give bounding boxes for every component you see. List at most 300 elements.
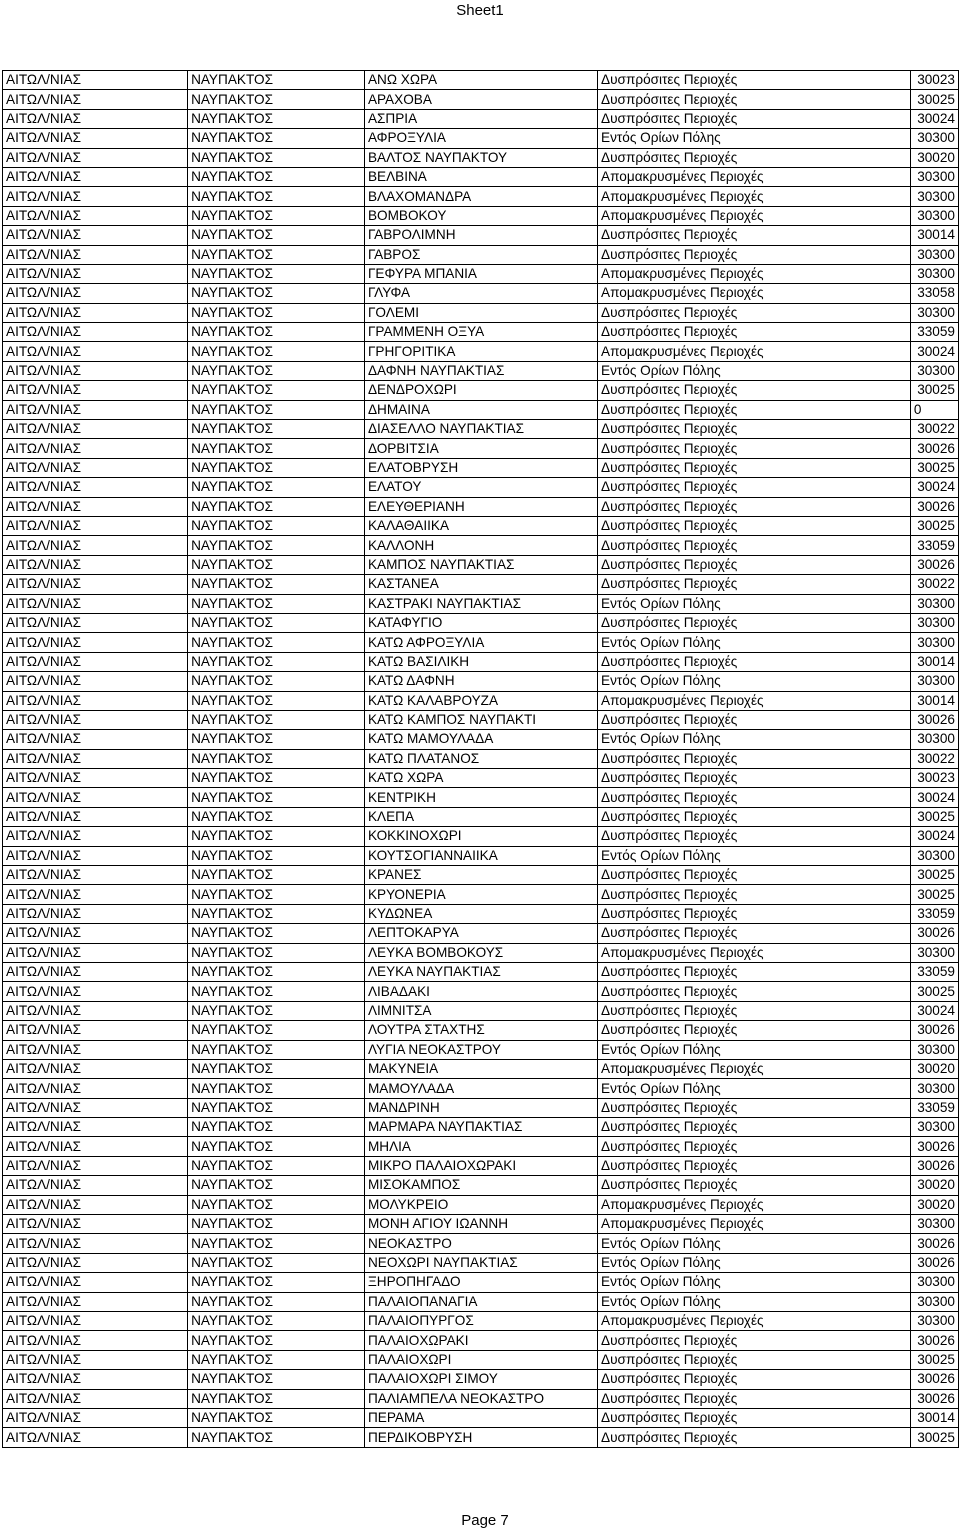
locality-cell[interactable]: ΠΕΡΑΜΑ [364,1408,597,1427]
municipality-cell[interactable]: ΝΑΥΠΑΚΤΟΣ [188,342,365,361]
locality-cell[interactable]: ΓΑΒΡΟΣ [364,245,597,264]
code-cell[interactable]: 30025 [910,866,958,885]
prefecture-cell[interactable]: ΑΙΤΩΛ/ΝΙΑΣ [3,129,188,148]
prefecture-cell[interactable]: ΑΙΤΩΛ/ΝΙΑΣ [3,381,188,400]
code-cell[interactable]: 30024 [910,478,958,497]
prefecture-cell[interactable]: ΑΙΤΩΛ/ΝΙΑΣ [3,1292,188,1311]
code-cell[interactable]: 30026 [910,1156,958,1175]
municipality-cell[interactable]: ΝΑΥΠΑΚΤΟΣ [188,1079,365,1098]
area-type-cell[interactable]: Δυσπρόσιτες Περιοχές [598,516,911,535]
municipality-cell[interactable]: ΝΑΥΠΑΚΤΟΣ [188,303,365,322]
prefecture-cell[interactable]: ΑΙΤΩΛ/ΝΙΑΣ [3,323,188,342]
municipality-cell[interactable]: ΝΑΥΠΑΚΤΟΣ [188,264,365,283]
area-type-cell[interactable]: Δυσπρόσιτες Περιοχές [598,749,911,768]
area-type-cell[interactable]: Απομακρυσμένες Περιοχές [598,206,911,225]
municipality-cell[interactable]: ΝΑΥΠΑΚΤΟΣ [188,109,365,128]
prefecture-cell[interactable]: ΑΙΤΩΛ/ΝΙΑΣ [3,769,188,788]
locality-cell[interactable]: ΚΑΤΩ ΚΑΜΠΟΣ ΝΑΥΠΑΚΤΙ [364,710,597,729]
area-type-cell[interactable]: Δυσπρόσιτες Περιοχές [598,1021,911,1040]
municipality-cell[interactable]: ΝΑΥΠΑΚΤΟΣ [188,1137,365,1156]
locality-cell[interactable]: ΜΟΛΥΚΡΕΙΟ [364,1195,597,1214]
code-cell[interactable]: 30025 [910,516,958,535]
area-type-cell[interactable]: Δυσπρόσιτες Περιοχές [598,613,911,632]
locality-cell[interactable]: ΠΑΛΑΙΟΠΑΝΑΓΙΑ [364,1292,597,1311]
municipality-cell[interactable]: ΝΑΥΠΑΚΤΟΣ [188,536,365,555]
locality-cell[interactable]: ΚΟΚΚΙΝΟΧΩΡΙ [364,827,597,846]
locality-cell[interactable]: ΜΗΛΙΑ [364,1137,597,1156]
municipality-cell[interactable]: ΝΑΥΠΑΚΤΟΣ [188,381,365,400]
area-type-cell[interactable]: Δυσπρόσιτες Περιοχές [598,458,911,477]
locality-cell[interactable]: ΕΛΕΥΘΕΡΙΑΝΗ [364,497,597,516]
locality-cell[interactable]: ΚΑΣΤΑΝΕΑ [364,575,597,594]
code-cell[interactable]: 30022 [910,749,958,768]
area-type-cell[interactable]: Δυσπρόσιτες Περιοχές [598,710,911,729]
area-type-cell[interactable]: Δυσπρόσιτες Περιοχές [598,555,911,574]
code-cell[interactable]: 30026 [910,924,958,943]
area-type-cell[interactable]: Δυσπρόσιτες Περιοχές [598,866,911,885]
area-type-cell[interactable]: Δυσπρόσιτες Περιοχές [598,1370,911,1389]
locality-cell[interactable]: ΓΟΛΕΜΙ [364,303,597,322]
locality-cell[interactable]: ΚΑΜΠΟΣ ΝΑΥΠΑΚΤΙΑΣ [364,555,597,574]
area-type-cell[interactable]: Εντός Ορίων Πόλης [598,361,911,380]
municipality-cell[interactable]: ΝΑΥΠΑΚΤΟΣ [188,962,365,981]
code-cell[interactable]: 30025 [910,1350,958,1369]
municipality-cell[interactable]: ΝΑΥΠΑΚΤΟΣ [188,1195,365,1214]
municipality-cell[interactable]: ΝΑΥΠΑΚΤΟΣ [188,652,365,671]
locality-cell[interactable]: ΜΑΡΜΑΡΑ ΝΑΥΠΑΚΤΙΑΣ [364,1118,597,1137]
municipality-cell[interactable]: ΝΑΥΠΑΚΤΟΣ [188,1428,365,1447]
area-type-cell[interactable]: Απομακρυσμένες Περιοχές [598,1059,911,1078]
code-cell[interactable]: 33058 [910,284,958,303]
area-type-cell[interactable]: Δυσπρόσιτες Περιοχές [598,1350,911,1369]
municipality-cell[interactable]: ΝΑΥΠΑΚΤΟΣ [188,1292,365,1311]
municipality-cell[interactable]: ΝΑΥΠΑΚΤΟΣ [188,129,365,148]
locality-cell[interactable]: ΚΑΤΩ ΔΑΦΝΗ [364,672,597,691]
prefecture-cell[interactable]: ΑΙΤΩΛ/ΝΙΑΣ [3,361,188,380]
municipality-cell[interactable]: ΝΑΥΠΑΚΤΟΣ [188,885,365,904]
prefecture-cell[interactable]: ΑΙΤΩΛ/ΝΙΑΣ [3,167,188,186]
locality-cell[interactable]: ΑΡΑΧΟΒΑ [364,90,597,109]
code-cell[interactable]: 30300 [910,594,958,613]
prefecture-cell[interactable]: ΑΙΤΩΛ/ΝΙΑΣ [3,827,188,846]
area-type-cell[interactable]: Δυσπρόσιτες Περιοχές [598,807,911,826]
code-cell[interactable]: 30026 [910,1389,958,1408]
code-cell[interactable]: 30023 [910,769,958,788]
code-cell[interactable]: 30025 [910,807,958,826]
locality-cell[interactable]: ΚΑΤΩ ΜΑΜΟΥΛΑΔΑ [364,730,597,749]
municipality-cell[interactable]: ΝΑΥΠΑΚΤΟΣ [188,323,365,342]
locality-cell[interactable]: ΚΑΛΛΟΝΗ [364,536,597,555]
municipality-cell[interactable]: ΝΑΥΠΑΚΤΟΣ [188,1156,365,1175]
area-type-cell[interactable]: Δυσπρόσιτες Περιοχές [598,109,911,128]
municipality-cell[interactable]: ΝΑΥΠΑΚΤΟΣ [188,1040,365,1059]
code-cell[interactable]: 30300 [910,633,958,652]
prefecture-cell[interactable]: ΑΙΤΩΛ/ΝΙΑΣ [3,807,188,826]
locality-cell[interactable]: ΛΕΥΚΑ ΝΑΥΠΑΚΤΙΑΣ [364,962,597,981]
municipality-cell[interactable]: ΝΑΥΠΑΚΤΟΣ [188,478,365,497]
code-cell[interactable]: 30026 [910,439,958,458]
locality-cell[interactable]: ΚΟΥΤΣΟΓΙΑΝΝΑΙΙΚΑ [364,846,597,865]
prefecture-cell[interactable]: ΑΙΤΩΛ/ΝΙΑΣ [3,885,188,904]
code-cell[interactable]: 30014 [910,691,958,710]
code-cell[interactable]: 30300 [910,167,958,186]
municipality-cell[interactable]: ΝΑΥΠΑΚΤΟΣ [188,710,365,729]
prefecture-cell[interactable]: ΑΙΤΩΛ/ΝΙΑΣ [3,1156,188,1175]
code-cell[interactable]: 30300 [910,187,958,206]
municipality-cell[interactable]: ΝΑΥΠΑΚΤΟΣ [188,749,365,768]
prefecture-cell[interactable]: ΑΙΤΩΛ/ΝΙΑΣ [3,1389,188,1408]
municipality-cell[interactable]: ΝΑΥΠΑΚΤΟΣ [188,788,365,807]
area-type-cell[interactable]: Εντός Ορίων Πόλης [598,1273,911,1292]
code-cell[interactable]: 30026 [910,1331,958,1350]
municipality-cell[interactable]: ΝΑΥΠΑΚΤΟΣ [188,1312,365,1331]
municipality-cell[interactable]: ΝΑΥΠΑΚΤΟΣ [188,1273,365,1292]
code-cell[interactable]: 30026 [910,1234,958,1253]
code-cell[interactable]: 30025 [910,982,958,1001]
municipality-cell[interactable]: ΝΑΥΠΑΚΤΟΣ [188,439,365,458]
municipality-cell[interactable]: ΝΑΥΠΑΚΤΟΣ [188,361,365,380]
prefecture-cell[interactable]: ΑΙΤΩΛ/ΝΙΑΣ [3,1312,188,1331]
prefecture-cell[interactable]: ΑΙΤΩΛ/ΝΙΑΣ [3,478,188,497]
locality-cell[interactable]: ΛΟΥΤΡΑ ΣΤΑΧΤΗΣ [364,1021,597,1040]
area-type-cell[interactable]: Δυσπρόσιτες Περιοχές [598,381,911,400]
locality-cell[interactable]: ΑΝΩ ΧΩΡΑ [364,71,597,90]
locality-cell[interactable]: ΛΕΥΚΑ ΒΟΜΒΟΚΟΥΣ [364,943,597,962]
area-type-cell[interactable]: Απομακρυσμένες Περιοχές [598,1215,911,1234]
area-type-cell[interactable]: Απομακρυσμένες Περιοχές [598,342,911,361]
municipality-cell[interactable]: ΝΑΥΠΑΚΤΟΣ [188,90,365,109]
area-type-cell[interactable]: Δυσπρόσιτες Περιοχές [598,904,911,923]
locality-cell[interactable]: ΔΟΡΒΙΤΣΙΑ [364,439,597,458]
code-cell[interactable]: 30020 [910,148,958,167]
prefecture-cell[interactable]: ΑΙΤΩΛ/ΝΙΑΣ [3,1253,188,1272]
prefecture-cell[interactable]: ΑΙΤΩΛ/ΝΙΑΣ [3,109,188,128]
area-type-cell[interactable]: Εντός Ορίων Πόλης [598,730,911,749]
municipality-cell[interactable]: ΝΑΥΠΑΚΤΟΣ [188,1021,365,1040]
prefecture-cell[interactable]: ΑΙΤΩΛ/ΝΙΑΣ [3,71,188,90]
area-type-cell[interactable]: Δυσπρόσιτες Περιοχές [598,1001,911,1020]
prefecture-cell[interactable]: ΑΙΤΩΛ/ΝΙΑΣ [3,924,188,943]
municipality-cell[interactable]: ΝΑΥΠΑΚΤΟΣ [188,245,365,264]
locality-cell[interactable]: ΚΑΤΩ ΑΦΡΟΞΥΛΙΑ [364,633,597,652]
locality-cell[interactable]: ΚΡΑΝΕΣ [364,866,597,885]
prefecture-cell[interactable]: ΑΙΤΩΛ/ΝΙΑΣ [3,1118,188,1137]
prefecture-cell[interactable]: ΑΙΤΩΛ/ΝΙΑΣ [3,458,188,477]
municipality-cell[interactable]: ΝΑΥΠΑΚΤΟΣ [188,1253,365,1272]
area-type-cell[interactable]: Δυσπρόσιτες Περιοχές [598,536,911,555]
locality-cell[interactable]: ΚΡΥΟΝΕΡΙΑ [364,885,597,904]
municipality-cell[interactable]: ΝΑΥΠΑΚΤΟΣ [188,555,365,574]
prefecture-cell[interactable]: ΑΙΤΩΛ/ΝΙΑΣ [3,1273,188,1292]
area-type-cell[interactable]: Δυσπρόσιτες Περιοχές [598,439,911,458]
code-cell[interactable]: 30026 [910,1370,958,1389]
prefecture-cell[interactable]: ΑΙΤΩΛ/ΝΙΑΣ [3,555,188,574]
municipality-cell[interactable]: ΝΑΥΠΑΚΤΟΣ [188,148,365,167]
code-cell[interactable]: 30022 [910,575,958,594]
area-type-cell[interactable]: Εντός Ορίων Πόλης [598,1253,911,1272]
municipality-cell[interactable]: ΝΑΥΠΑΚΤΟΣ [188,769,365,788]
code-cell[interactable]: 30024 [910,342,958,361]
code-cell[interactable]: 30020 [910,1176,958,1195]
area-type-cell[interactable]: Εντός Ορίων Πόλης [598,1040,911,1059]
area-type-cell[interactable]: Απομακρυσμένες Περιοχές [598,943,911,962]
prefecture-cell[interactable]: ΑΙΤΩΛ/ΝΙΑΣ [3,1350,188,1369]
area-type-cell[interactable]: Απομακρυσμένες Περιοχές [598,691,911,710]
prefecture-cell[interactable]: ΑΙΤΩΛ/ΝΙΑΣ [3,846,188,865]
code-cell[interactable]: 33059 [910,536,958,555]
locality-cell[interactable]: ΜΑΝΔΡΙΝΗ [364,1098,597,1117]
municipality-cell[interactable]: ΝΑΥΠΑΚΤΟΣ [188,1408,365,1427]
municipality-cell[interactable]: ΝΑΥΠΑΚΤΟΣ [188,420,365,439]
code-cell[interactable]: 30024 [910,788,958,807]
prefecture-cell[interactable]: ΑΙΤΩΛ/ΝΙΑΣ [3,1331,188,1350]
prefecture-cell[interactable]: ΑΙΤΩΛ/ΝΙΑΣ [3,1021,188,1040]
code-cell[interactable]: 30300 [910,846,958,865]
locality-cell[interactable]: ΠΕΡΔΙΚΟΒΡΥΣΗ [364,1428,597,1447]
municipality-cell[interactable]: ΝΑΥΠΑΚΤΟΣ [188,1176,365,1195]
prefecture-cell[interactable]: ΑΙΤΩΛ/ΝΙΑΣ [3,691,188,710]
area-type-cell[interactable]: Δυσπρόσιτες Περιοχές [598,478,911,497]
area-type-cell[interactable]: Απομακρυσμένες Περιοχές [598,284,911,303]
prefecture-cell[interactable]: ΑΙΤΩΛ/ΝΙΑΣ [3,1370,188,1389]
code-cell[interactable]: 30025 [910,90,958,109]
code-cell[interactable]: 30025 [910,458,958,477]
code-cell[interactable]: 30020 [910,1059,958,1078]
locality-cell[interactable]: ΓΑΒΡΟΛΙΜΝΗ [364,226,597,245]
locality-cell[interactable]: ΛΥΓΙΑ ΝΕΟΚΑΣΤΡΟΥ [364,1040,597,1059]
area-type-cell[interactable]: Δυσπρόσιτες Περιοχές [598,1389,911,1408]
municipality-cell[interactable]: ΝΑΥΠΑΚΤΟΣ [188,284,365,303]
area-type-cell[interactable]: Απομακρυσμένες Περιοχές [598,1312,911,1331]
code-cell[interactable]: 30025 [910,381,958,400]
municipality-cell[interactable]: ΝΑΥΠΑΚΤΟΣ [188,1059,365,1078]
area-type-cell[interactable]: Απομακρυσμένες Περιοχές [598,167,911,186]
code-cell[interactable]: 0 [910,400,958,419]
area-type-cell[interactable]: Εντός Ορίων Πόλης [598,633,911,652]
area-type-cell[interactable]: Δυσπρόσιτες Περιοχές [598,420,911,439]
code-cell[interactable]: 30300 [910,1079,958,1098]
locality-cell[interactable]: ΠΑΛΑΙΟΧΩΡΙ [364,1350,597,1369]
locality-cell[interactable]: ΠΑΛΑΙΟΧΩΡΑΚΙ [364,1331,597,1350]
area-type-cell[interactable]: Δυσπρόσιτες Περιοχές [598,323,911,342]
municipality-cell[interactable]: ΝΑΥΠΑΚΤΟΣ [188,827,365,846]
locality-cell[interactable]: ΠΑΛΙΑΜΠΕΛΑ ΝΕΟΚΑΣΤΡΟ [364,1389,597,1408]
code-cell[interactable]: 30300 [910,1118,958,1137]
area-type-cell[interactable]: Δυσπρόσιτες Περιοχές [598,652,911,671]
area-type-cell[interactable]: Δυσπρόσιτες Περιοχές [598,1137,911,1156]
code-cell[interactable]: 30300 [910,1292,958,1311]
locality-cell[interactable]: ΚΕΝΤΡΙΚΗ [364,788,597,807]
municipality-cell[interactable]: ΝΑΥΠΑΚΤΟΣ [188,226,365,245]
area-type-cell[interactable]: Δυσπρόσιτες Περιοχές [598,400,911,419]
locality-cell[interactable]: ΠΑΛΑΙΟΠΥΡΓΟΣ [364,1312,597,1331]
locality-cell[interactable]: ΓΕΦΥΡΑ ΜΠΑΝΙΑ [364,264,597,283]
prefecture-cell[interactable]: ΑΙΤΩΛ/ΝΙΑΣ [3,1137,188,1156]
area-type-cell[interactable]: Δυσπρόσιτες Περιοχές [598,1156,911,1175]
code-cell[interactable]: 30300 [910,730,958,749]
code-cell[interactable]: 30026 [910,1021,958,1040]
municipality-cell[interactable]: ΝΑΥΠΑΚΤΟΣ [188,633,365,652]
area-type-cell[interactable]: Δυσπρόσιτες Περιοχές [598,962,911,981]
code-cell[interactable]: 30025 [910,885,958,904]
area-type-cell[interactable]: Απομακρυσμένες Περιοχές [598,264,911,283]
prefecture-cell[interactable]: ΑΙΤΩΛ/ΝΙΑΣ [3,1001,188,1020]
code-cell[interactable]: 30026 [910,710,958,729]
code-cell[interactable]: 30300 [910,943,958,962]
municipality-cell[interactable]: ΝΑΥΠΑΚΤΟΣ [188,730,365,749]
prefecture-cell[interactable]: ΑΙΤΩΛ/ΝΙΑΣ [3,1176,188,1195]
code-cell[interactable]: 30014 [910,652,958,671]
code-cell[interactable]: 30300 [910,1312,958,1331]
area-type-cell[interactable]: Δυσπρόσιτες Περιοχές [598,769,911,788]
prefecture-cell[interactable]: ΑΙΤΩΛ/ΝΙΑΣ [3,866,188,885]
municipality-cell[interactable]: ΝΑΥΠΑΚΤΟΣ [188,1118,365,1137]
area-type-cell[interactable]: Απομακρυσμένες Περιοχές [598,1195,911,1214]
locality-cell[interactable]: ΛΙΒΑΔΑΚΙ [364,982,597,1001]
locality-cell[interactable]: ΚΑΛΑΘΑΙΙΚΑ [364,516,597,535]
code-cell[interactable]: 30020 [910,1195,958,1214]
prefecture-cell[interactable]: ΑΙΤΩΛ/ΝΙΑΣ [3,1059,188,1078]
municipality-cell[interactable]: ΝΑΥΠΑΚΤΟΣ [188,982,365,1001]
municipality-cell[interactable]: ΝΑΥΠΑΚΤΟΣ [188,497,365,516]
code-cell[interactable]: 30300 [910,129,958,148]
locality-cell[interactable]: ΚΑΤΩ ΠΛΑΤΑΝΟΣ [364,749,597,768]
area-type-cell[interactable]: Δυσπρόσιτες Περιοχές [598,1331,911,1350]
locality-cell[interactable]: ΕΛΑΤΟΥ [364,478,597,497]
area-type-cell[interactable]: Δυσπρόσιτες Περιοχές [598,303,911,322]
code-cell[interactable]: 30300 [910,245,958,264]
code-cell[interactable]: 30024 [910,109,958,128]
area-type-cell[interactable]: Δυσπρόσιτες Περιοχές [598,226,911,245]
municipality-cell[interactable]: ΝΑΥΠΑΚΤΟΣ [188,400,365,419]
area-type-cell[interactable]: Εντός Ορίων Πόλης [598,846,911,865]
locality-cell[interactable]: ΚΑΤΑΦΥΓΙΟ [364,613,597,632]
area-type-cell[interactable]: Δυσπρόσιτες Περιοχές [598,1176,911,1195]
prefecture-cell[interactable]: ΑΙΤΩΛ/ΝΙΑΣ [3,90,188,109]
locality-cell[interactable]: ΚΑΤΩ ΒΑΣΙΛΙΚΗ [364,652,597,671]
prefecture-cell[interactable]: ΑΙΤΩΛ/ΝΙΑΣ [3,710,188,729]
prefecture-cell[interactable]: ΑΙΤΩΛ/ΝΙΑΣ [3,904,188,923]
municipality-cell[interactable]: ΝΑΥΠΑΚΤΟΣ [188,691,365,710]
code-cell[interactable]: 30014 [910,1408,958,1427]
prefecture-cell[interactable]: ΑΙΤΩΛ/ΝΙΑΣ [3,730,188,749]
locality-cell[interactable]: ΓΡΗΓΟΡΙΤΙΚΑ [364,342,597,361]
area-type-cell[interactable]: Εντός Ορίων Πόλης [598,594,911,613]
prefecture-cell[interactable]: ΑΙΤΩΛ/ΝΙΑΣ [3,1079,188,1098]
locality-cell[interactable]: ΚΑΤΩ ΧΩΡΑ [364,769,597,788]
prefecture-cell[interactable]: ΑΙΤΩΛ/ΝΙΑΣ [3,672,188,691]
municipality-cell[interactable]: ΝΑΥΠΑΚΤΟΣ [188,516,365,535]
municipality-cell[interactable]: ΝΑΥΠΑΚΤΟΣ [188,1215,365,1234]
locality-cell[interactable]: ΚΑΤΩ ΚΑΛΑΒΡΟΥΖΑ [364,691,597,710]
prefecture-cell[interactable]: ΑΙΤΩΛ/ΝΙΑΣ [3,962,188,981]
municipality-cell[interactable]: ΝΑΥΠΑΚΤΟΣ [188,1370,365,1389]
area-type-cell[interactable]: Εντός Ορίων Πόλης [598,1234,911,1253]
area-type-cell[interactable]: Εντός Ορίων Πόλης [598,1079,911,1098]
prefecture-cell[interactable]: ΑΙΤΩΛ/ΝΙΑΣ [3,148,188,167]
municipality-cell[interactable]: ΝΑΥΠΑΚΤΟΣ [188,1098,365,1117]
prefecture-cell[interactable]: ΑΙΤΩΛ/ΝΙΑΣ [3,1215,188,1234]
area-type-cell[interactable]: Δυσπρόσιτες Περιοχές [598,497,911,516]
locality-cell[interactable]: ΜΙΚΡΟ ΠΑΛΑΙΟΧΩΡΑΚΙ [364,1156,597,1175]
area-type-cell[interactable]: Εντός Ορίων Πόλης [598,1292,911,1311]
code-cell[interactable]: 30026 [910,497,958,516]
prefecture-cell[interactable]: ΑΙΤΩΛ/ΝΙΑΣ [3,400,188,419]
locality-cell[interactable]: ΠΑΛΑΙΟΧΩΡΙ ΣΙΜΟΥ [364,1370,597,1389]
municipality-cell[interactable]: ΝΑΥΠΑΚΤΟΣ [188,904,365,923]
code-cell[interactable]: 30300 [910,613,958,632]
prefecture-cell[interactable]: ΑΙΤΩΛ/ΝΙΑΣ [3,284,188,303]
prefecture-cell[interactable]: ΑΙΤΩΛ/ΝΙΑΣ [3,652,188,671]
locality-cell[interactable]: ΔΗΜΑΙΝΑ [364,400,597,419]
locality-cell[interactable]: ΝΕΟΚΑΣΤΡΟ [364,1234,597,1253]
municipality-cell[interactable]: ΝΑΥΠΑΚΤΟΣ [188,1001,365,1020]
locality-cell[interactable]: ΔΑΦΝΗ ΝΑΥΠΑΚΤΙΑΣ [364,361,597,380]
code-cell[interactable]: 33059 [910,323,958,342]
locality-cell[interactable]: ΜΑΚΥΝΕΙΑ [364,1059,597,1078]
area-type-cell[interactable]: Δυσπρόσιτες Περιοχές [598,1428,911,1447]
area-type-cell[interactable]: Απομακρυσμένες Περιοχές [598,187,911,206]
locality-cell[interactable]: ΚΛΕΠΑ [364,807,597,826]
locality-cell[interactable]: ΑΦΡΟΞΥΛΙΑ [364,129,597,148]
prefecture-cell[interactable]: ΑΙΤΩΛ/ΝΙΑΣ [3,788,188,807]
prefecture-cell[interactable]: ΑΙΤΩΛ/ΝΙΑΣ [3,245,188,264]
municipality-cell[interactable]: ΝΑΥΠΑΚΤΟΣ [188,458,365,477]
locality-cell[interactable]: ΛΙΜΝΙΤΣΑ [364,1001,597,1020]
area-type-cell[interactable]: Δυσπρόσιτες Περιοχές [598,71,911,90]
code-cell[interactable]: 30026 [910,1253,958,1272]
code-cell[interactable]: 33059 [910,962,958,981]
area-type-cell[interactable]: Δυσπρόσιτες Περιοχές [598,885,911,904]
municipality-cell[interactable]: ΝΑΥΠΑΚΤΟΣ [188,613,365,632]
prefecture-cell[interactable]: ΑΙΤΩΛ/ΝΙΑΣ [3,982,188,1001]
area-type-cell[interactable]: Δυσπρόσιτες Περιοχές [598,90,911,109]
municipality-cell[interactable]: ΝΑΥΠΑΚΤΟΣ [188,943,365,962]
locality-cell[interactable]: ΒΛΑΧΟΜΑΝΔΡΑ [364,187,597,206]
municipality-cell[interactable]: ΝΑΥΠΑΚΤΟΣ [188,924,365,943]
locality-cell[interactable]: ΑΣΠΡΙΑ [364,109,597,128]
prefecture-cell[interactable]: ΑΙΤΩΛ/ΝΙΑΣ [3,264,188,283]
prefecture-cell[interactable]: ΑΙΤΩΛ/ΝΙΑΣ [3,1195,188,1214]
area-type-cell[interactable]: Δυσπρόσιτες Περιοχές [598,924,911,943]
municipality-cell[interactable]: ΝΑΥΠΑΚΤΟΣ [188,71,365,90]
code-cell[interactable]: 30300 [910,1273,958,1292]
municipality-cell[interactable]: ΝΑΥΠΑΚΤΟΣ [188,575,365,594]
area-type-cell[interactable]: Δυσπρόσιτες Περιοχές [598,1098,911,1117]
prefecture-cell[interactable]: ΑΙΤΩΛ/ΝΙΑΣ [3,342,188,361]
locality-cell[interactable]: ΜΑΜΟΥΛΑΔΑ [364,1079,597,1098]
prefecture-cell[interactable]: ΑΙΤΩΛ/ΝΙΑΣ [3,1234,188,1253]
area-type-cell[interactable]: Δυσπρόσιτες Περιοχές [598,1408,911,1427]
prefecture-cell[interactable]: ΑΙΤΩΛ/ΝΙΑΣ [3,1098,188,1117]
locality-cell[interactable]: ΜΟΝΗ ΑΓΙΟΥ ΙΩΑΝΝΗ [364,1215,597,1234]
code-cell[interactable]: 30300 [910,206,958,225]
municipality-cell[interactable]: ΝΑΥΠΑΚΤΟΣ [188,1331,365,1350]
municipality-cell[interactable]: ΝΑΥΠΑΚΤΟΣ [188,187,365,206]
municipality-cell[interactable]: ΝΑΥΠΑΚΤΟΣ [188,206,365,225]
code-cell[interactable]: 30300 [910,672,958,691]
locality-cell[interactable]: ΕΛΑΤΟΒΡΥΣΗ [364,458,597,477]
locality-cell[interactable]: ΜΙΣΟΚΑΜΠΟΣ [364,1176,597,1195]
code-cell[interactable]: 30014 [910,226,958,245]
locality-cell[interactable]: ΚΑΣΤΡΑΚΙ ΝΑΥΠΑΚΤΙΑΣ [364,594,597,613]
prefecture-cell[interactable]: ΑΙΤΩΛ/ΝΙΑΣ [3,943,188,962]
prefecture-cell[interactable]: ΑΙΤΩΛ/ΝΙΑΣ [3,226,188,245]
prefecture-cell[interactable]: ΑΙΤΩΛ/ΝΙΑΣ [3,594,188,613]
code-cell[interactable]: 30024 [910,827,958,846]
municipality-cell[interactable]: ΝΑΥΠΑΚΤΟΣ [188,866,365,885]
prefecture-cell[interactable]: ΑΙΤΩΛ/ΝΙΑΣ [3,536,188,555]
